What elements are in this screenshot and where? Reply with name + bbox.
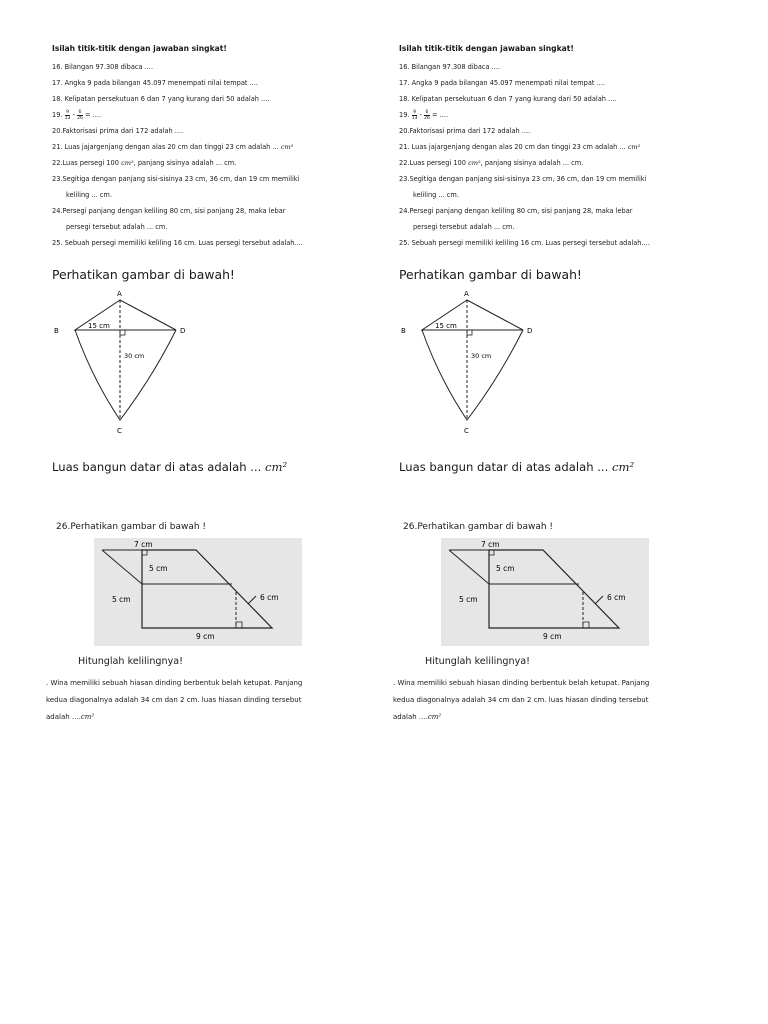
right-angle-marker	[467, 330, 472, 335]
fraction-nine-thirteenths	[65, 110, 71, 121]
question-17: 17. Angka 9 pada bilangan 45.097 menempati nilai tempat ....	[399, 79, 605, 87]
wina-line-1: . Wina memiliki sebuah hiasan dinding berbentuk belah ketupat. Panjang	[393, 679, 650, 687]
question-17: 17. Angka 9 pada bilangan 45.097 menempati nilai tempat ....	[52, 79, 258, 87]
wina-line-3	[46, 709, 386, 726]
kite-diagram	[52, 288, 252, 448]
kite-height-label: 30 cm	[124, 352, 145, 360]
question-19	[399, 107, 729, 123]
trapezoid-figure	[94, 538, 302, 646]
question-21-unit: cm²	[280, 143, 294, 151]
wina-question	[393, 675, 733, 726]
question-16: 16. Bilangan 97.308 dibaca ....	[399, 63, 501, 71]
label-bottom: 9 cm	[196, 632, 215, 641]
question-22-unit: cm²	[121, 159, 134, 167]
question-23-line-2: keliling ... cm.	[66, 191, 112, 199]
fraction-2-numerator: 6	[425, 109, 429, 115]
fraction-1-numerator: 9	[413, 109, 416, 115]
label-right: 6 cm	[260, 593, 279, 602]
wina-line-3-text: adalah ....	[46, 713, 81, 721]
wina-line-3-text: adalah ....	[393, 713, 428, 721]
fraction-six-twentysixths	[77, 110, 83, 121]
question-22-prefix: 22.Luas persegi 100	[52, 159, 119, 167]
worksheet-heading: Isilah titik-titik dengan jawaban singkat!	[399, 44, 574, 53]
question-22	[52, 155, 382, 171]
kite-width-label: 15 cm	[88, 322, 110, 330]
question-22-suffix: , panjang sisinya adalah ... cm.	[133, 159, 237, 167]
question-22-prefix: 22.Luas persegi 100	[399, 159, 466, 167]
question-21	[399, 139, 729, 155]
fraction-2-denominator: 26	[77, 115, 83, 121]
wina-line-2: kedua diagonalnya adalah 34 cm dan 2 cm. luas hiasan dinding tersebut	[46, 696, 302, 704]
fraction-1-numerator: 9	[66, 109, 69, 115]
question-24-line-1: 24.Persegi panjang dengan keliling 80 cm, sisi panjang 28, maka lebar	[52, 207, 286, 215]
right-angle-marker	[120, 330, 125, 335]
question-21	[52, 139, 382, 155]
label-bottom: 9 cm	[543, 632, 562, 641]
kite-diagram	[399, 288, 599, 448]
vertex-d: D	[180, 327, 186, 335]
question-23-line-1: 23.Segitiga dengan panjang sisi-sisinya 23 cm, 36 cm, dan 19 cm memiliki	[52, 175, 300, 183]
vertex-a: A	[117, 290, 122, 298]
worksheet-heading: Isilah titik-titik dengan jawaban singkat!	[52, 44, 227, 53]
question-20: 20.Faktorisasi prima dari 172 adalah ....	[399, 127, 531, 135]
fraction-1-denominator: 13	[411, 115, 418, 121]
wina-line-3	[393, 709, 733, 726]
question-16: 16. Bilangan 97.308 dibaca ....	[52, 63, 154, 71]
label-left: 5 cm	[112, 595, 131, 604]
label-right: 6 cm	[607, 593, 626, 602]
fraction-six-twentysixths	[424, 110, 430, 121]
question-25: 25. Sebuah persegi memiliki keliling 16 cm. Luas persegi tersebut adalah....	[399, 239, 650, 247]
question-20: 20.Faktorisasi prima dari 172 adalah ....	[52, 127, 184, 135]
question-26-title: 26.Perhatikan gambar di bawah !	[56, 522, 207, 532]
vertex-d: D	[527, 327, 533, 335]
kite-lower-sides	[422, 330, 523, 420]
kite-area-question-text: Luas bangun datar di atas adalah ...	[399, 460, 609, 474]
wina-unit: cm²	[427, 713, 442, 721]
wina-question	[46, 675, 386, 726]
question-24-line-2: persegi tersebut adalah ... cm.	[66, 223, 168, 231]
kite-section-title: Perhatikan gambar di bawah!	[399, 267, 582, 282]
question-22-unit: cm²	[468, 159, 481, 167]
question-22-suffix: , panjang sisinya adalah ... cm.	[480, 159, 584, 167]
question-25: 25. Sebuah persegi memiliki keliling 16 cm. Luas persegi tersebut adalah....	[52, 239, 303, 247]
question-23-line-2: keliling ... cm.	[413, 191, 459, 199]
kite-section-title: Perhatikan gambar di bawah!	[52, 267, 235, 282]
question-19	[52, 107, 382, 123]
label-top: 7 cm	[481, 540, 500, 549]
kite-area-question-unit: cm²	[264, 460, 288, 474]
question-24-line-2: persegi tersebut adalah ... cm.	[413, 223, 515, 231]
question-21-text: 21. Luas jajargenjang dengan alas 20 cm dan tinggi 23 cm adalah ...	[399, 143, 626, 151]
vertex-a: A	[464, 290, 469, 298]
wina-unit: cm²	[80, 713, 95, 721]
kite-area-question-text: Luas bangun datar di atas adalah ...	[52, 460, 262, 474]
minus-sign: -	[72, 111, 75, 119]
fraction-2-numerator: 6	[78, 109, 82, 115]
label-slant: 5 cm	[149, 564, 168, 573]
kite-width-label: 15 cm	[435, 322, 457, 330]
kite-area-question	[399, 460, 729, 474]
question-24-line-1: 24.Persegi panjang dengan keliling 80 cm, sisi panjang 28, maka lebar	[399, 207, 633, 215]
label-top: 7 cm	[134, 540, 153, 549]
question-19-number: 19.	[52, 111, 63, 119]
question-22	[399, 155, 729, 171]
minus-sign: -	[419, 111, 422, 119]
wina-line-2: kedua diagonalnya adalah 34 cm dan 2 cm. luas hiasan dinding tersebut	[393, 696, 649, 704]
question-26-title: 26.Perhatikan gambar di bawah !	[403, 522, 554, 532]
fraction-nine-thirteenths	[412, 110, 418, 121]
trapezoid-figure	[441, 538, 649, 646]
vertex-b: B	[54, 327, 59, 335]
question-18: 18. Kelipatan persekutuan 6 dan 7 yang kurang dari 50 adalah ....	[399, 95, 617, 103]
vertex-b: B	[401, 327, 406, 335]
question-26-instruction: Hitunglah kelilingnya!	[78, 656, 183, 667]
kite-height-label: 30 cm	[471, 352, 492, 360]
question-19-number: 19.	[399, 111, 410, 119]
question-19-equals: = ....	[432, 111, 449, 119]
label-slant: 5 cm	[496, 564, 515, 573]
worksheet-left-copy	[46, 40, 382, 726]
fraction-1-denominator: 13	[64, 115, 71, 121]
vertex-c: C	[117, 427, 122, 435]
wina-line-1: . Wina memiliki sebuah hiasan dinding berbentuk belah ketupat. Panjang	[46, 679, 303, 687]
photo-background	[94, 538, 302, 646]
vertex-c: C	[464, 427, 469, 435]
label-left: 5 cm	[459, 595, 478, 604]
question-23-line-1: 23.Segitiga dengan panjang sisi-sisinya 23 cm, 36 cm, dan 19 cm memiliki	[399, 175, 647, 183]
kite-lower-sides	[75, 330, 176, 420]
question-21-unit: cm²	[627, 143, 641, 151]
question-18: 18. Kelipatan persekutuan 6 dan 7 yang kurang dari 50 adalah ....	[52, 95, 270, 103]
question-21-text: 21. Luas jajargenjang dengan alas 20 cm dan tinggi 23 cm adalah ...	[52, 143, 279, 151]
kite-area-question-unit: cm²	[611, 460, 635, 474]
fraction-2-denominator: 26	[424, 115, 430, 121]
question-26-instruction: Hitunglah kelilingnya!	[425, 656, 530, 667]
kite-area-question	[52, 460, 382, 474]
worksheet-right-copy	[393, 40, 729, 726]
photo-background	[441, 538, 649, 646]
question-19-equals: = ....	[85, 111, 102, 119]
